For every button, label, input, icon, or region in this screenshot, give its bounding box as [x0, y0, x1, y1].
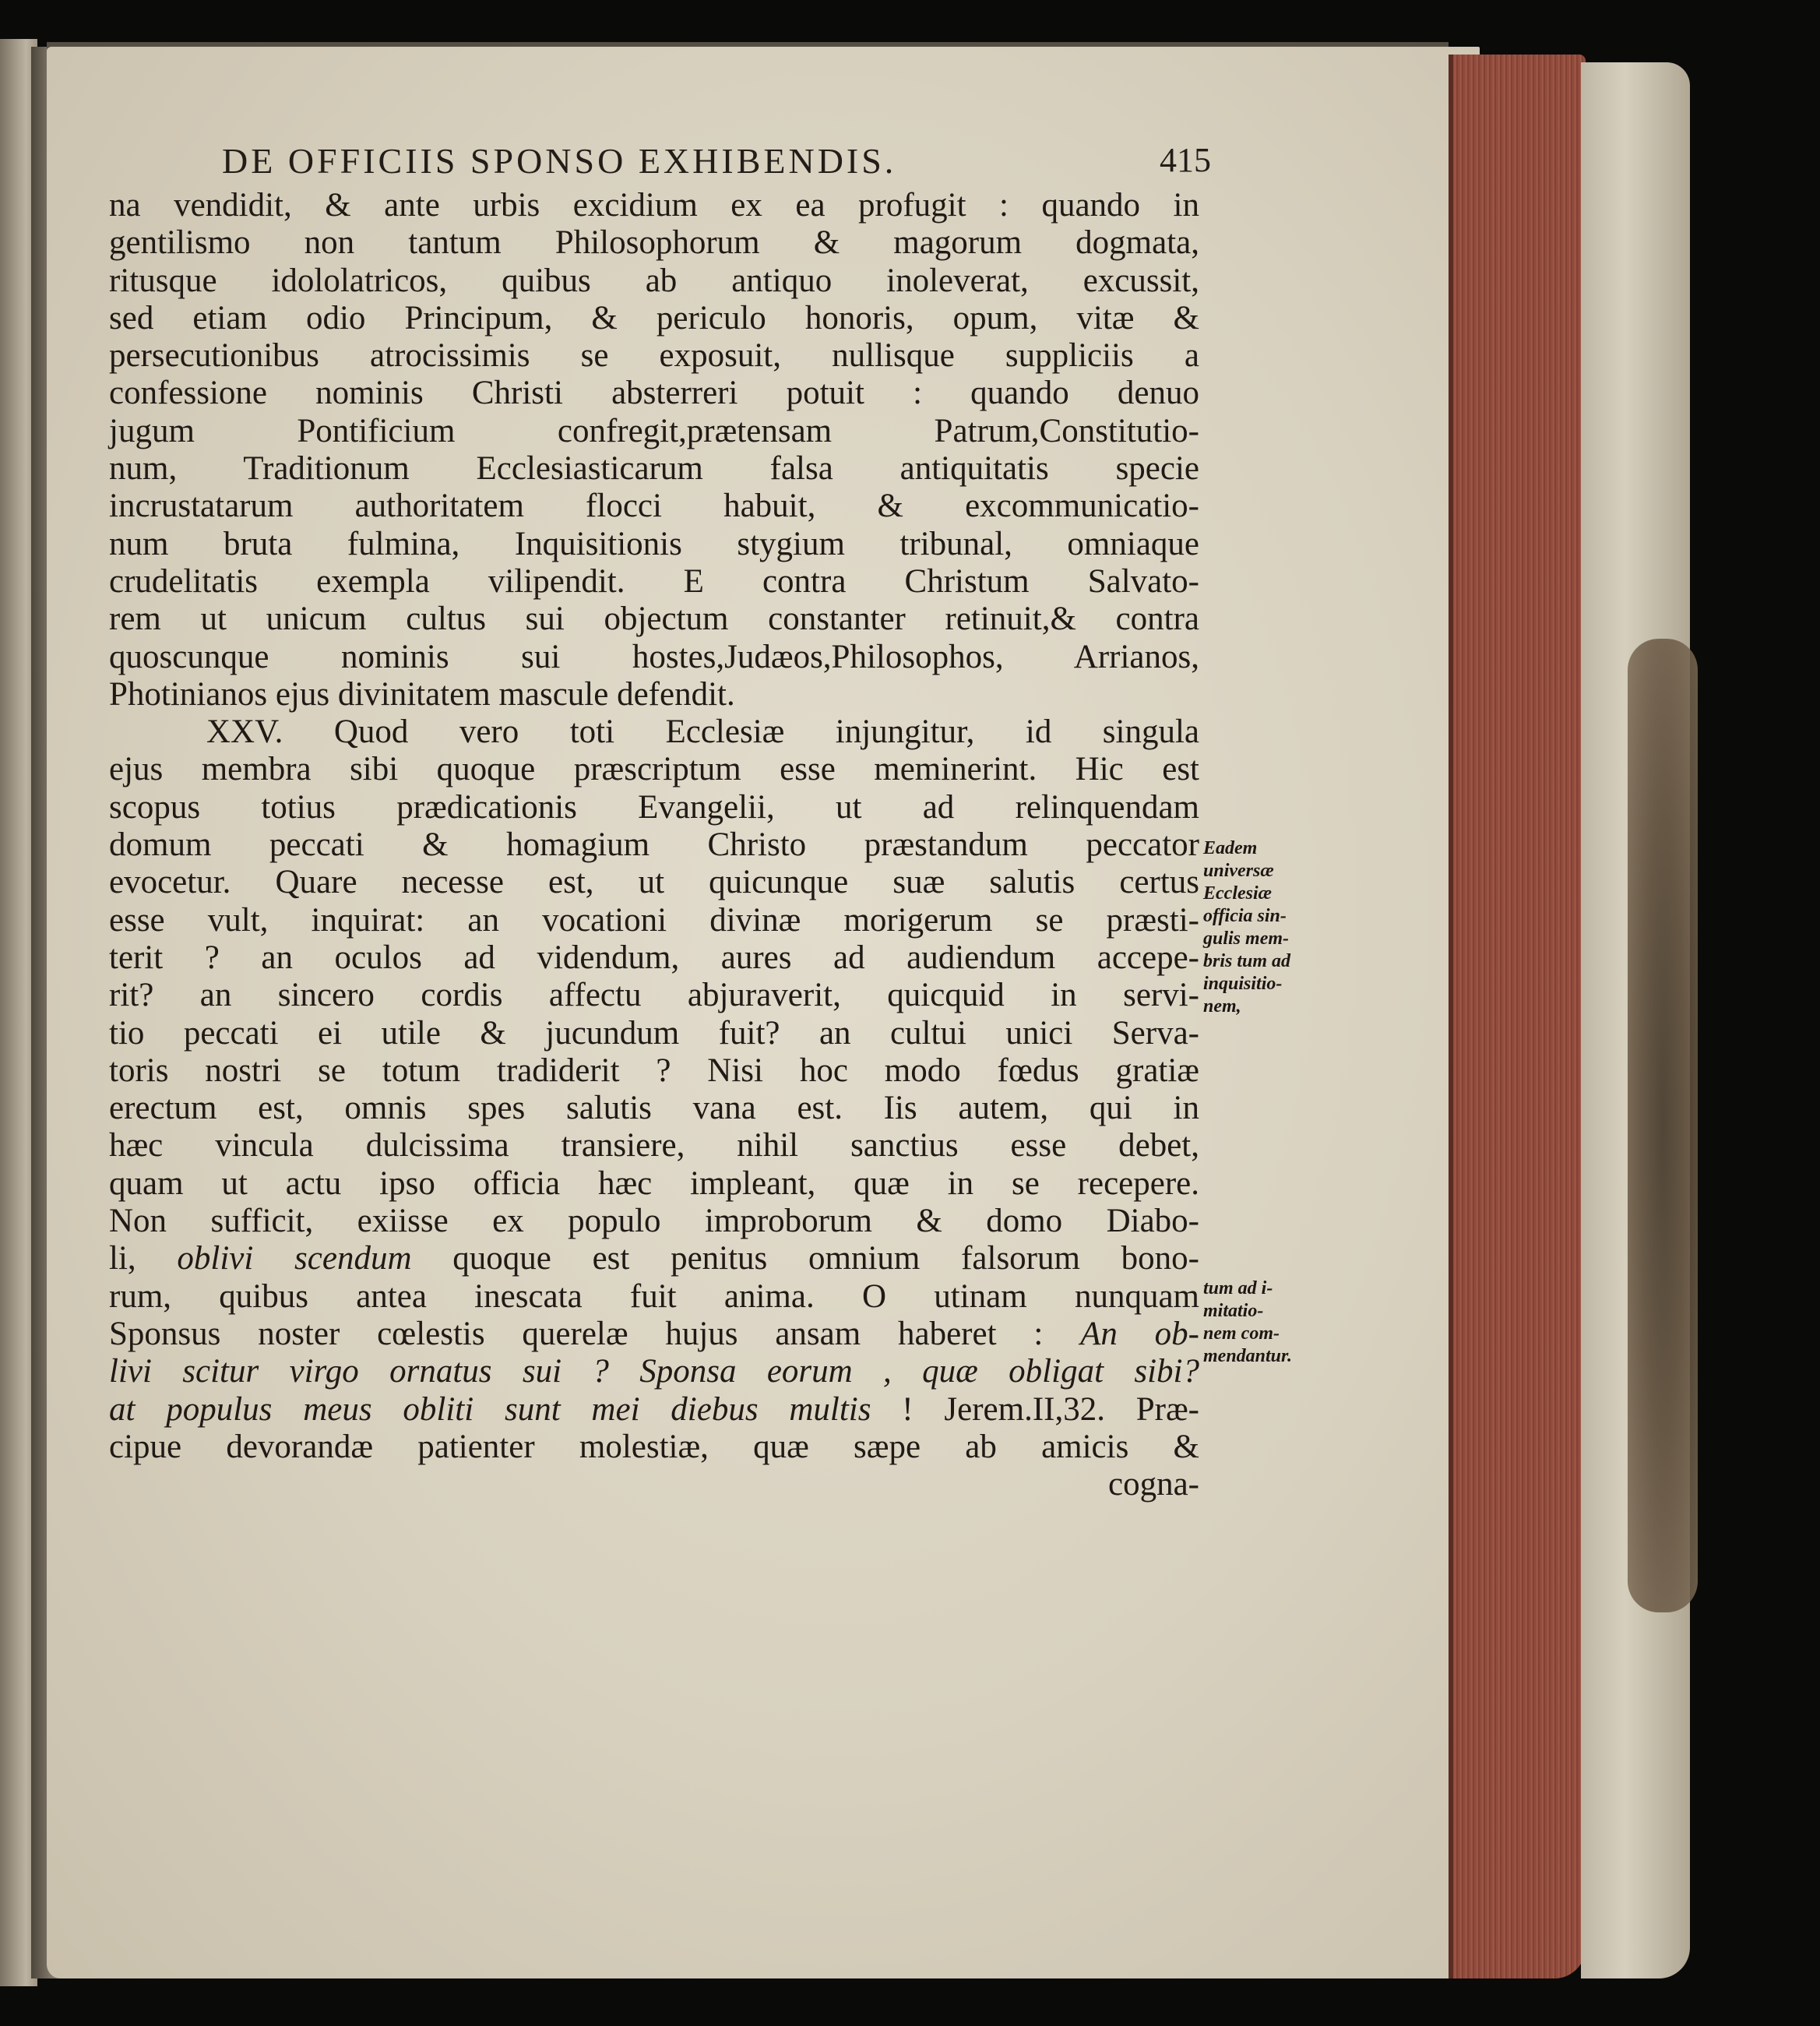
paragraph-start-line: XXV. Quod vero toti Ecclesiæ injungitur, id singula [206, 714, 1199, 751]
text-fragment: ! Jerem.II,32. Præ- [902, 1390, 1199, 1428]
margin-note-line: universæ [1203, 861, 1274, 881]
text-line: Non sufficit, exiisse ex populo improborum & domo Diabo- [109, 1203, 1199, 1240]
text-line: rit? an sincero cordis affectu abjuraverit, quicquid in servi- [109, 977, 1199, 1014]
text-line: evocetur. Quare necesse est, ut quicunque suæ salutis certus [109, 864, 1199, 901]
marginal-note-2 [1203, 1277, 1351, 1368]
margin-note-line: officia sin- [1203, 906, 1287, 926]
margin-note-line: nem com- [1203, 1323, 1280, 1344]
italic-fragment: at populus meus obliti sunt mei diebus multis [109, 1390, 871, 1428]
text-line: num bruta fulmina, Inquisitionis stygium tribunal, omniaque [109, 525, 1199, 562]
marginal-note-1 [1203, 837, 1351, 1018]
text-line: persecutionibus atrocissimis se exposuit, nullisque suppliciis a [109, 337, 1199, 375]
text-line: confessione nominis Christi absterreri potuit : quando denuo [109, 375, 1199, 412]
text-line: crudelitatis exempla vilipendit. E contra Christum Salvato- [109, 562, 1199, 600]
margin-note-line: inquisitio- [1203, 974, 1283, 994]
text-line: toris nostri se totum tradiderit ? Nisi hoc modo fœdus gratiæ [109, 1052, 1199, 1089]
margin-note-line: mendantur. [1203, 1346, 1293, 1366]
running-title: DE OFFICIIS SPONSO EXHIBENDIS. [222, 141, 897, 181]
margin-note-line: gulis mem- [1203, 928, 1290, 949]
text-line: gentilismo non tantum Philosophorum & magorum dogmata, [109, 224, 1199, 262]
text-line: hæc vincula dulcissima transiere, nihil sanctius esse debet, [109, 1127, 1199, 1165]
text-line: domum peccati & homagium Christo præstandum peccator [109, 826, 1199, 864]
page-number: 415 [1160, 141, 1211, 179]
text-line: jugum Pontificium confregit,prætensam Patrum,Constitutio- [109, 412, 1199, 449]
margin-note-line: Ecclesiæ [1203, 883, 1272, 904]
text-line: cipue devorandæ patienter molestiæ, quæ sæpe ab amicis & [109, 1428, 1199, 1465]
text-line: ejus membra sibi quoque præscriptum esse meminerint. Hic est [109, 751, 1199, 788]
text-line: erectum est, omnis spes salutis vana est. Iis autem, qui in [109, 1090, 1199, 1127]
italic-fragment: oblivi scendum [177, 1240, 412, 1277]
margin-note-line: Eadem [1203, 838, 1258, 858]
text-line-mixed [109, 1240, 1199, 1277]
text-line: incrustatarum authoritatem flocci habuit, & excommunicatio- [109, 488, 1199, 525]
text-line: quoscunque nominis sui hostes,Judæos,Philosophos, Arrianos, [109, 638, 1199, 675]
italic-fragment: An ob- [1080, 1315, 1200, 1352]
text-line-mixed [109, 1391, 1199, 1429]
text-line: scopus totius prædicationis Evangelii, ut ad relinquendam [109, 788, 1199, 826]
margin-note-line: tum ad i- [1203, 1278, 1273, 1298]
text-fragment: Sponsus noster cœlestis querelæ hujus ansam haberet : [109, 1315, 1044, 1352]
text-line: na vendidit, & ante urbis excidium ex ea profugit : quando in [109, 187, 1199, 224]
red-page-edges [1449, 55, 1586, 1978]
text-fragment: li, [109, 1240, 136, 1277]
cover-stain [1628, 639, 1698, 1612]
text-fragment: quoque est penitus omnium falsorum bono- [452, 1240, 1199, 1277]
text-line: esse vult, inquirat: an vocationi divinæ morigerum se præsti- [109, 901, 1199, 939]
text-line-mixed [109, 1316, 1199, 1353]
catchword: cogna- [1108, 1466, 1199, 1503]
text-line: Photinianos ejus divinitatem mascule defendit. [109, 675, 735, 713]
margin-note-line: bris tum ad [1203, 951, 1291, 971]
main-text-block [109, 187, 1199, 1503]
text-line: terit ? an oculos ad videndum, aures ad audiendum accepe- [109, 939, 1199, 976]
text-line: num, Traditionum Ecclesiasticarum falsa antiquitatis specie [109, 450, 1199, 488]
running-header [222, 140, 1211, 187]
margin-note-line: mitatio- [1203, 1301, 1264, 1321]
text-line: rum, quibus antea inescata fuit anima. O utinam nunquam [109, 1277, 1199, 1315]
text-line: sed etiam odio Principum, & periculo honoris, opum, vitæ & [109, 299, 1199, 336]
text-line: quam ut actu ipso officia hæc impleant, quæ in se recepere. [109, 1165, 1199, 1202]
text-line: rem ut unicum cultus sui objectum constanter retinuit,& contra [109, 601, 1199, 638]
margin-note-line: nem, [1203, 996, 1241, 1017]
italic-text-line: livi scitur virgo ornatus sui ? Sponsa eorum , quæ obligat sibi? [109, 1353, 1199, 1390]
text-line: tio peccati ei utile & jucundum fuit? an cultui unici Serva- [109, 1014, 1199, 1052]
text-line: ritusque idololatricos, quibus ab antiquo inoleverat, excussit, [109, 262, 1199, 299]
